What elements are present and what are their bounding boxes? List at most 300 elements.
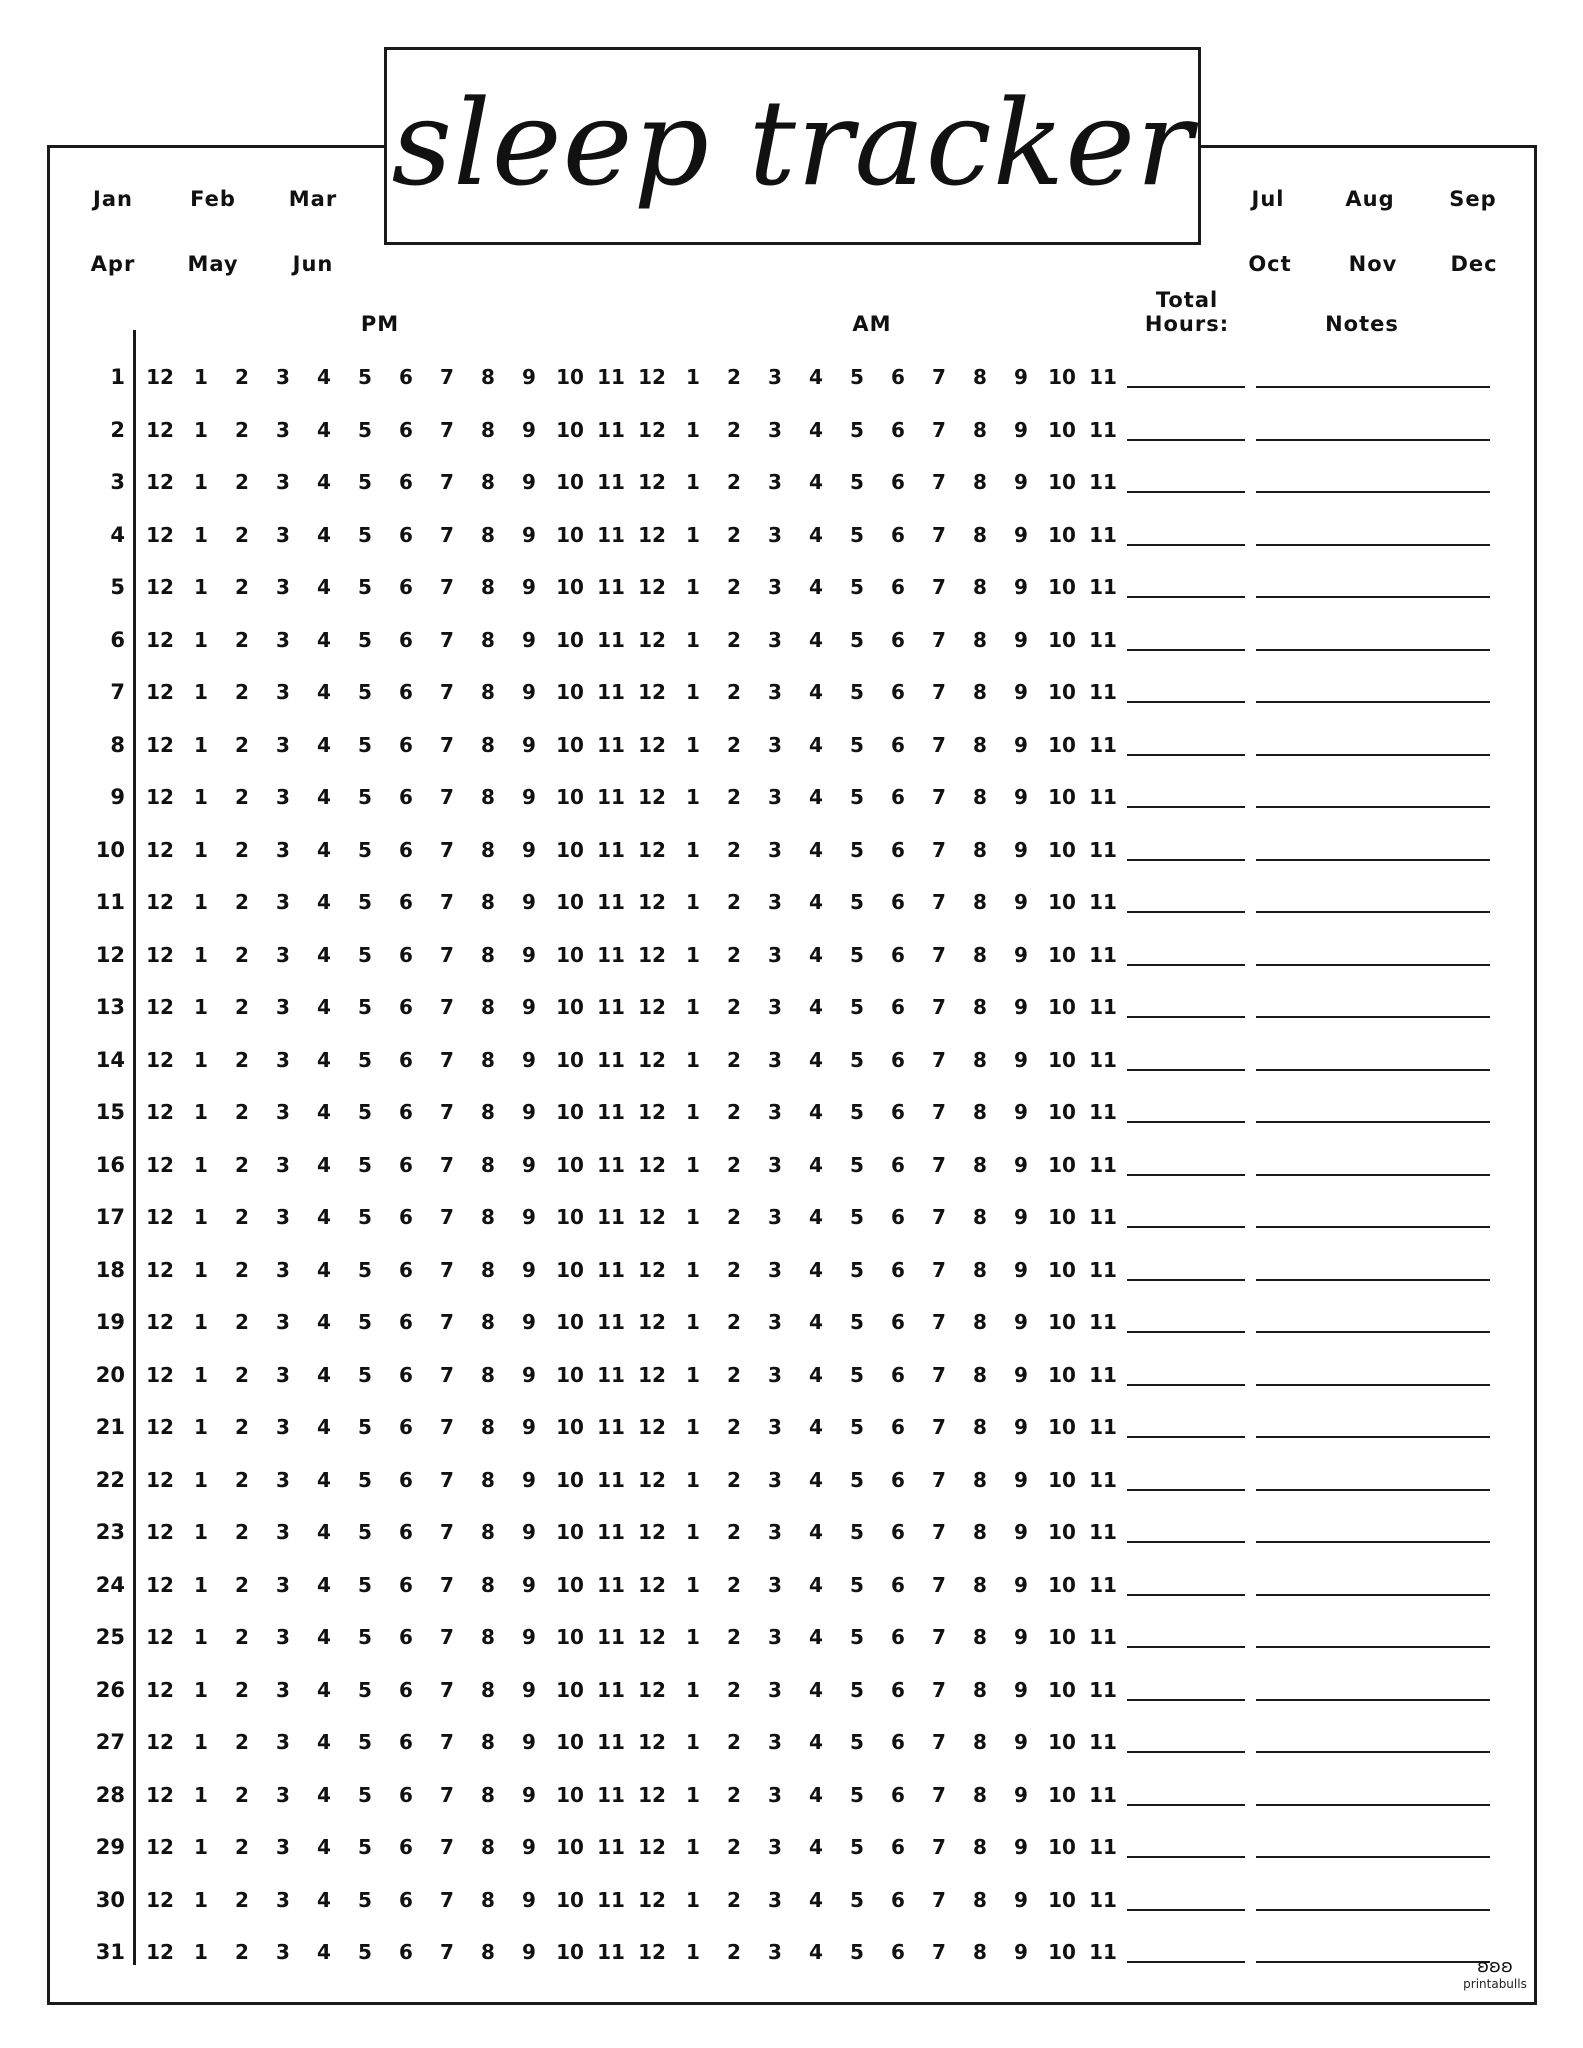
hour-cell[interactable]: 11 xyxy=(597,1362,625,1387)
notes-field[interactable] xyxy=(1256,1541,1490,1543)
hour-cell[interactable]: 4 xyxy=(317,1362,331,1387)
hour-cell[interactable]: 12 xyxy=(146,1625,174,1649)
hour-cell[interactable]: 8 xyxy=(973,1257,987,1282)
hour-cell[interactable]: 8 xyxy=(481,1152,495,1177)
hour-cell[interactable]: 12 xyxy=(146,1887,174,1912)
hour-cell[interactable]: 1 xyxy=(194,1835,208,1859)
hour-cell[interactable]: 9 xyxy=(1014,1257,1028,1282)
hour-cell[interactable]: 2 xyxy=(727,1520,741,1544)
hour-cell[interactable]: 4 xyxy=(809,942,823,967)
hour-cell[interactable]: 4 xyxy=(809,1047,823,1072)
hour-cell[interactable]: 1 xyxy=(686,680,700,704)
hour-cell[interactable]: 1 xyxy=(194,522,208,547)
hour-cell[interactable]: 2 xyxy=(235,837,249,862)
hour-cell[interactable]: 10 xyxy=(1048,1362,1076,1387)
hour-cell[interactable]: 3 xyxy=(276,1205,290,1229)
hour-cell[interactable]: 4 xyxy=(317,1782,331,1807)
hour-cell[interactable]: 4 xyxy=(317,627,331,652)
notes-field[interactable] xyxy=(1256,806,1490,808)
hour-cell[interactable]: 11 xyxy=(1089,1152,1117,1177)
hour-cell[interactable]: 5 xyxy=(850,680,864,704)
hour-cell[interactable]: 4 xyxy=(809,1677,823,1702)
hour-cell[interactable]: 1 xyxy=(194,417,208,442)
hour-cell[interactable]: 11 xyxy=(597,1257,625,1282)
hour-cell[interactable]: 11 xyxy=(597,1100,625,1124)
hour-cell[interactable]: 9 xyxy=(522,1047,536,1072)
total-hours-field[interactable] xyxy=(1127,596,1245,598)
hour-cell[interactable]: 1 xyxy=(194,470,208,494)
hour-cell[interactable]: 7 xyxy=(440,575,454,599)
hour-cell[interactable]: 7 xyxy=(932,1520,946,1544)
notes-field[interactable] xyxy=(1256,544,1490,546)
hour-cell[interactable]: 6 xyxy=(399,1730,413,1754)
hour-cell[interactable]: 7 xyxy=(440,1100,454,1124)
hour-cell[interactable]: 3 xyxy=(768,732,782,757)
total-hours-field[interactable] xyxy=(1127,806,1245,808)
notes-field[interactable] xyxy=(1256,701,1490,703)
hour-cell[interactable]: 6 xyxy=(891,942,905,967)
hour-cell[interactable]: 11 xyxy=(1089,627,1117,652)
hour-cell[interactable]: 2 xyxy=(235,1467,249,1492)
hour-cell[interactable]: 3 xyxy=(276,1047,290,1072)
hour-cell[interactable]: 10 xyxy=(1048,1047,1076,1072)
hour-cell[interactable]: 9 xyxy=(1014,1677,1028,1702)
hour-cell[interactable]: 4 xyxy=(317,1205,331,1229)
hour-cell[interactable]: 1 xyxy=(686,1782,700,1807)
hour-cell[interactable]: 1 xyxy=(194,1520,208,1544)
hour-cell[interactable]: 7 xyxy=(440,942,454,967)
hour-cell[interactable]: 7 xyxy=(440,627,454,652)
hour-cell[interactable]: 1 xyxy=(686,1835,700,1859)
hour-cell[interactable]: 4 xyxy=(317,1835,331,1859)
hour-cell[interactable]: 7 xyxy=(932,680,946,704)
hour-cell[interactable]: 6 xyxy=(399,995,413,1019)
hour-cell[interactable]: 3 xyxy=(768,575,782,599)
hour-cell[interactable]: 10 xyxy=(556,680,584,704)
hour-cell[interactable]: 5 xyxy=(358,522,372,547)
hour-cell[interactable]: 9 xyxy=(522,1100,536,1124)
hour-cell[interactable]: 9 xyxy=(1014,1310,1028,1334)
hour-cell[interactable]: 5 xyxy=(358,627,372,652)
hour-cell[interactable]: 2 xyxy=(235,365,249,389)
hour-cell[interactable]: 5 xyxy=(850,1047,864,1072)
hour-cell[interactable]: 12 xyxy=(638,1100,666,1124)
hour-cell[interactable]: 6 xyxy=(399,680,413,704)
hour-cell[interactable]: 10 xyxy=(1048,995,1076,1019)
hour-cell[interactable]: 10 xyxy=(1048,1205,1076,1229)
hour-cell[interactable]: 3 xyxy=(768,1310,782,1334)
hour-cell[interactable]: 9 xyxy=(1014,470,1028,494)
hour-cell[interactable]: 2 xyxy=(727,1940,741,1964)
hour-cell[interactable]: 1 xyxy=(686,1362,700,1387)
hour-cell[interactable]: 8 xyxy=(973,575,987,599)
hour-cell[interactable]: 1 xyxy=(686,1100,700,1124)
hour-cell[interactable]: 1 xyxy=(194,365,208,389)
hour-cell[interactable]: 10 xyxy=(1048,1887,1076,1912)
hour-cell[interactable]: 3 xyxy=(276,627,290,652)
hour-cell[interactable]: 6 xyxy=(399,1257,413,1282)
hour-cell[interactable]: 8 xyxy=(481,1310,495,1334)
hour-cell[interactable]: 5 xyxy=(850,1362,864,1387)
hour-cell[interactable]: 9 xyxy=(1014,785,1028,809)
hour-cell[interactable]: 3 xyxy=(768,680,782,704)
hour-cell[interactable]: 5 xyxy=(850,1467,864,1492)
hour-cell[interactable]: 5 xyxy=(358,1415,372,1439)
hour-cell[interactable]: 1 xyxy=(686,1572,700,1597)
hour-cell[interactable]: 10 xyxy=(556,1152,584,1177)
hour-cell[interactable]: 1 xyxy=(686,365,700,389)
hour-cell[interactable]: 4 xyxy=(317,1100,331,1124)
hour-cell[interactable]: 12 xyxy=(638,1782,666,1807)
hour-cell[interactable]: 4 xyxy=(317,1257,331,1282)
hour-cell[interactable]: 5 xyxy=(358,1152,372,1177)
hour-cell[interactable]: 11 xyxy=(597,942,625,967)
hour-cell[interactable]: 7 xyxy=(932,470,946,494)
hour-cell[interactable]: 1 xyxy=(194,890,208,914)
hour-cell[interactable]: 8 xyxy=(481,522,495,547)
hour-cell[interactable]: 1 xyxy=(686,1677,700,1702)
hour-cell[interactable]: 2 xyxy=(235,1152,249,1177)
hour-cell[interactable]: 3 xyxy=(276,942,290,967)
hour-cell[interactable]: 11 xyxy=(597,365,625,389)
hour-cell[interactable]: 1 xyxy=(686,1257,700,1282)
hour-cell[interactable]: 6 xyxy=(891,470,905,494)
hour-cell[interactable]: 5 xyxy=(358,1730,372,1754)
hour-cell[interactable]: 11 xyxy=(597,732,625,757)
hour-cell[interactable]: 3 xyxy=(276,890,290,914)
hour-cell[interactable]: 8 xyxy=(973,942,987,967)
hour-cell[interactable]: 1 xyxy=(194,1730,208,1754)
hour-cell[interactable]: 6 xyxy=(399,1467,413,1492)
hour-cell[interactable]: 9 xyxy=(522,995,536,1019)
hour-cell[interactable]: 4 xyxy=(317,1677,331,1702)
hour-cell[interactable]: 8 xyxy=(481,417,495,442)
hour-cell[interactable]: 1 xyxy=(194,1940,208,1964)
hour-cell[interactable]: 4 xyxy=(317,680,331,704)
hour-cell[interactable]: 11 xyxy=(1089,995,1117,1019)
hour-cell[interactable]: 7 xyxy=(440,995,454,1019)
hour-cell[interactable]: 11 xyxy=(1089,1467,1117,1492)
hour-cell[interactable]: 10 xyxy=(1048,365,1076,389)
hour-cell[interactable]: 3 xyxy=(768,627,782,652)
hour-cell[interactable]: 3 xyxy=(276,1887,290,1912)
hour-cell[interactable]: 1 xyxy=(194,1152,208,1177)
hour-cell[interactable]: 7 xyxy=(932,1572,946,1597)
hour-cell[interactable]: 10 xyxy=(556,1415,584,1439)
hour-cell[interactable]: 6 xyxy=(399,1152,413,1177)
hour-cell[interactable]: 6 xyxy=(891,1520,905,1544)
hour-cell[interactable]: 9 xyxy=(1014,417,1028,442)
hour-cell[interactable]: 6 xyxy=(399,1310,413,1334)
hour-cell[interactable]: 4 xyxy=(317,1625,331,1649)
hour-cell[interactable]: 1 xyxy=(194,837,208,862)
notes-field[interactable] xyxy=(1256,1751,1490,1753)
hour-cell[interactable]: 6 xyxy=(399,417,413,442)
hour-cell[interactable]: 12 xyxy=(146,785,174,809)
total-hours-field[interactable] xyxy=(1127,1751,1245,1753)
hour-cell[interactable]: 6 xyxy=(891,1415,905,1439)
total-hours-field[interactable] xyxy=(1127,491,1245,493)
hour-cell[interactable]: 5 xyxy=(850,732,864,757)
hour-cell[interactable]: 4 xyxy=(317,995,331,1019)
hour-cell[interactable]: 10 xyxy=(556,1257,584,1282)
hour-cell[interactable]: 3 xyxy=(768,417,782,442)
hour-cell[interactable]: 3 xyxy=(768,1625,782,1649)
hour-cell[interactable]: 7 xyxy=(932,365,946,389)
hour-cell[interactable]: 11 xyxy=(1089,732,1117,757)
hour-cell[interactable]: 2 xyxy=(235,1362,249,1387)
hour-cell[interactable]: 4 xyxy=(317,785,331,809)
hour-cell[interactable]: 8 xyxy=(481,1782,495,1807)
notes-field[interactable] xyxy=(1256,1436,1490,1438)
hour-cell[interactable]: 10 xyxy=(1048,1310,1076,1334)
hour-cell[interactable]: 2 xyxy=(727,837,741,862)
hour-cell[interactable]: 4 xyxy=(809,1362,823,1387)
hour-cell[interactable]: 6 xyxy=(891,1362,905,1387)
hour-cell[interactable]: 6 xyxy=(891,1835,905,1859)
hour-cell[interactable]: 3 xyxy=(768,1415,782,1439)
hour-cell[interactable]: 6 xyxy=(891,417,905,442)
hour-cell[interactable]: 1 xyxy=(194,1887,208,1912)
hour-cell[interactable]: 10 xyxy=(556,365,584,389)
hour-cell[interactable]: 11 xyxy=(1089,1257,1117,1282)
hour-cell[interactable]: 3 xyxy=(276,1415,290,1439)
hour-cell[interactable]: 2 xyxy=(235,1415,249,1439)
hour-cell[interactable]: 3 xyxy=(276,680,290,704)
hour-cell[interactable]: 11 xyxy=(1089,1940,1117,1964)
hour-cell[interactable]: 10 xyxy=(556,942,584,967)
hour-cell[interactable]: 1 xyxy=(194,1625,208,1649)
hour-cell[interactable]: 10 xyxy=(1048,1100,1076,1124)
hour-cell[interactable]: 5 xyxy=(358,1520,372,1544)
hour-cell[interactable]: 10 xyxy=(1048,1152,1076,1177)
hour-cell[interactable]: 6 xyxy=(891,1887,905,1912)
hour-cell[interactable]: 2 xyxy=(727,1047,741,1072)
hour-cell[interactable]: 10 xyxy=(556,1940,584,1964)
hour-cell[interactable]: 2 xyxy=(235,1677,249,1702)
hour-cell[interactable]: 10 xyxy=(1048,1625,1076,1649)
hour-cell[interactable]: 12 xyxy=(638,942,666,967)
hour-cell[interactable]: 12 xyxy=(638,417,666,442)
notes-field[interactable] xyxy=(1256,1016,1490,1018)
hour-cell[interactable]: 11 xyxy=(1089,417,1117,442)
month-sep[interactable]: Sep xyxy=(1449,187,1497,211)
hour-cell[interactable]: 7 xyxy=(440,1152,454,1177)
hour-cell[interactable]: 5 xyxy=(358,417,372,442)
hour-cell[interactable]: 4 xyxy=(317,1730,331,1754)
hour-cell[interactable]: 11 xyxy=(1089,1625,1117,1649)
hour-cell[interactable]: 11 xyxy=(1089,680,1117,704)
hour-cell[interactable]: 10 xyxy=(556,1467,584,1492)
hour-cell[interactable]: 5 xyxy=(850,1625,864,1649)
hour-cell[interactable]: 9 xyxy=(522,470,536,494)
total-hours-field[interactable] xyxy=(1127,1331,1245,1333)
hour-cell[interactable]: 8 xyxy=(481,995,495,1019)
hour-cell[interactable]: 9 xyxy=(522,837,536,862)
hour-cell[interactable]: 11 xyxy=(1089,1362,1117,1387)
hour-cell[interactable]: 1 xyxy=(194,680,208,704)
hour-cell[interactable]: 10 xyxy=(556,1047,584,1072)
total-hours-field[interactable] xyxy=(1127,1016,1245,1018)
hour-cell[interactable]: 3 xyxy=(768,1782,782,1807)
hour-cell[interactable]: 4 xyxy=(317,522,331,547)
hour-cell[interactable]: 4 xyxy=(809,1310,823,1334)
hour-cell[interactable]: 12 xyxy=(146,417,174,442)
hour-cell[interactable]: 1 xyxy=(194,732,208,757)
hour-cell[interactable]: 11 xyxy=(1089,1782,1117,1807)
hour-cell[interactable]: 7 xyxy=(440,837,454,862)
hour-cell[interactable]: 8 xyxy=(481,1835,495,1859)
hour-cell[interactable]: 12 xyxy=(638,785,666,809)
hour-cell[interactable]: 4 xyxy=(809,890,823,914)
hour-cell[interactable]: 12 xyxy=(146,1940,174,1964)
hour-cell[interactable]: 6 xyxy=(399,1625,413,1649)
hour-cell[interactable]: 7 xyxy=(932,785,946,809)
hour-cell[interactable]: 8 xyxy=(973,1625,987,1649)
hour-cell[interactable]: 7 xyxy=(440,732,454,757)
hour-cell[interactable]: 4 xyxy=(809,1415,823,1439)
hour-cell[interactable]: 6 xyxy=(891,1152,905,1177)
hour-cell[interactable]: 9 xyxy=(1014,1362,1028,1387)
hour-cell[interactable]: 11 xyxy=(1089,1677,1117,1702)
hour-cell[interactable]: 12 xyxy=(146,1835,174,1859)
hour-cell[interactable]: 4 xyxy=(317,732,331,757)
hour-cell[interactable]: 10 xyxy=(556,785,584,809)
hour-cell[interactable]: 5 xyxy=(358,1940,372,1964)
hour-cell[interactable]: 9 xyxy=(522,627,536,652)
hour-cell[interactable]: 5 xyxy=(358,1362,372,1387)
hour-cell[interactable]: 2 xyxy=(727,890,741,914)
hour-cell[interactable]: 8 xyxy=(973,1047,987,1072)
hour-cell[interactable]: 11 xyxy=(597,627,625,652)
hour-cell[interactable]: 6 xyxy=(891,1625,905,1649)
hour-cell[interactable]: 3 xyxy=(768,1887,782,1912)
hour-cell[interactable]: 7 xyxy=(932,837,946,862)
hour-cell[interactable]: 11 xyxy=(1089,1835,1117,1859)
hour-cell[interactable]: 6 xyxy=(891,522,905,547)
notes-field[interactable] xyxy=(1256,1174,1490,1176)
hour-cell[interactable]: 9 xyxy=(1014,1730,1028,1754)
hour-cell[interactable]: 11 xyxy=(597,1730,625,1754)
hour-cell[interactable]: 1 xyxy=(686,1415,700,1439)
hour-cell[interactable]: 5 xyxy=(850,1100,864,1124)
hour-cell[interactable]: 4 xyxy=(317,837,331,862)
hour-cell[interactable]: 8 xyxy=(973,1520,987,1544)
hour-cell[interactable]: 6 xyxy=(891,680,905,704)
hour-cell[interactable]: 1 xyxy=(686,1625,700,1649)
hour-cell[interactable]: 10 xyxy=(1048,470,1076,494)
hour-cell[interactable]: 3 xyxy=(768,1100,782,1124)
hour-cell[interactable]: 10 xyxy=(1048,890,1076,914)
hour-cell[interactable]: 11 xyxy=(1089,522,1117,547)
hour-cell[interactable]: 8 xyxy=(481,890,495,914)
hour-cell[interactable]: 9 xyxy=(1014,1572,1028,1597)
month-jul[interactable]: Jul xyxy=(1251,187,1285,211)
hour-cell[interactable]: 12 xyxy=(638,1415,666,1439)
hour-cell[interactable]: 4 xyxy=(317,470,331,494)
hour-cell[interactable]: 2 xyxy=(727,942,741,967)
hour-cell[interactable]: 6 xyxy=(891,365,905,389)
hour-cell[interactable]: 11 xyxy=(597,470,625,494)
hour-cell[interactable]: 10 xyxy=(556,1205,584,1229)
hour-cell[interactable]: 2 xyxy=(727,1730,741,1754)
hour-cell[interactable]: 2 xyxy=(727,785,741,809)
total-hours-field[interactable] xyxy=(1127,386,1245,388)
hour-cell[interactable]: 3 xyxy=(768,995,782,1019)
hour-cell[interactable]: 2 xyxy=(235,1835,249,1859)
hour-cell[interactable]: 11 xyxy=(1089,575,1117,599)
hour-cell[interactable]: 11 xyxy=(597,837,625,862)
hour-cell[interactable]: 11 xyxy=(1089,890,1117,914)
hour-cell[interactable]: 10 xyxy=(1048,1677,1076,1702)
hour-cell[interactable]: 5 xyxy=(358,1625,372,1649)
hour-cell[interactable]: 2 xyxy=(235,1625,249,1649)
hour-cell[interactable]: 8 xyxy=(481,942,495,967)
hour-cell[interactable]: 3 xyxy=(276,1100,290,1124)
hour-cell[interactable]: 10 xyxy=(1048,1572,1076,1597)
hour-cell[interactable]: 11 xyxy=(1089,1730,1117,1754)
hour-cell[interactable]: 5 xyxy=(850,1887,864,1912)
hour-cell[interactable]: 3 xyxy=(276,1572,290,1597)
total-hours-field[interactable] xyxy=(1127,1646,1245,1648)
hour-cell[interactable]: 10 xyxy=(1048,1782,1076,1807)
hour-cell[interactable]: 9 xyxy=(522,1940,536,1964)
hour-cell[interactable]: 5 xyxy=(358,1677,372,1702)
hour-cell[interactable]: 9 xyxy=(1014,1835,1028,1859)
hour-cell[interactable]: 12 xyxy=(638,1572,666,1597)
hour-cell[interactable]: 6 xyxy=(399,470,413,494)
hour-cell[interactable]: 10 xyxy=(556,1887,584,1912)
month-feb[interactable]: Feb xyxy=(190,187,236,211)
hour-cell[interactable]: 10 xyxy=(1048,1257,1076,1282)
hour-cell[interactable]: 1 xyxy=(686,732,700,757)
hour-cell[interactable]: 10 xyxy=(1048,1520,1076,1544)
hour-cell[interactable]: 1 xyxy=(686,1520,700,1544)
hour-cell[interactable]: 4 xyxy=(317,417,331,442)
hour-cell[interactable]: 8 xyxy=(481,1887,495,1912)
hour-cell[interactable]: 11 xyxy=(1089,1415,1117,1439)
hour-cell[interactable]: 1 xyxy=(686,1467,700,1492)
hour-cell[interactable]: 8 xyxy=(481,1467,495,1492)
hour-cell[interactable]: 1 xyxy=(194,575,208,599)
hour-cell[interactable]: 3 xyxy=(768,837,782,862)
hour-cell[interactable]: 7 xyxy=(440,680,454,704)
hour-cell[interactable]: 6 xyxy=(399,1940,413,1964)
hour-cell[interactable]: 10 xyxy=(556,417,584,442)
hour-cell[interactable]: 5 xyxy=(358,995,372,1019)
hour-cell[interactable]: 11 xyxy=(597,1520,625,1544)
hour-cell[interactable]: 3 xyxy=(768,1362,782,1387)
hour-cell[interactable]: 10 xyxy=(1048,680,1076,704)
hour-cell[interactable]: 7 xyxy=(440,1310,454,1334)
hour-cell[interactable]: 7 xyxy=(932,1467,946,1492)
hour-cell[interactable]: 7 xyxy=(932,1835,946,1859)
hour-cell[interactable]: 2 xyxy=(727,1677,741,1702)
hour-cell[interactable]: 5 xyxy=(358,837,372,862)
hour-cell[interactable]: 1 xyxy=(686,1887,700,1912)
hour-cell[interactable]: 2 xyxy=(235,522,249,547)
hour-cell[interactable]: 3 xyxy=(276,1730,290,1754)
hour-cell[interactable]: 10 xyxy=(556,732,584,757)
total-hours-field[interactable] xyxy=(1127,754,1245,756)
month-apr[interactable]: Apr xyxy=(90,252,136,276)
hour-cell[interactable]: 8 xyxy=(481,1362,495,1387)
hour-cell[interactable]: 9 xyxy=(522,732,536,757)
hour-cell[interactable]: 1 xyxy=(194,1467,208,1492)
hour-cell[interactable]: 12 xyxy=(638,1940,666,1964)
hour-cell[interactable]: 8 xyxy=(481,1100,495,1124)
hour-cell[interactable]: 12 xyxy=(146,1205,174,1229)
